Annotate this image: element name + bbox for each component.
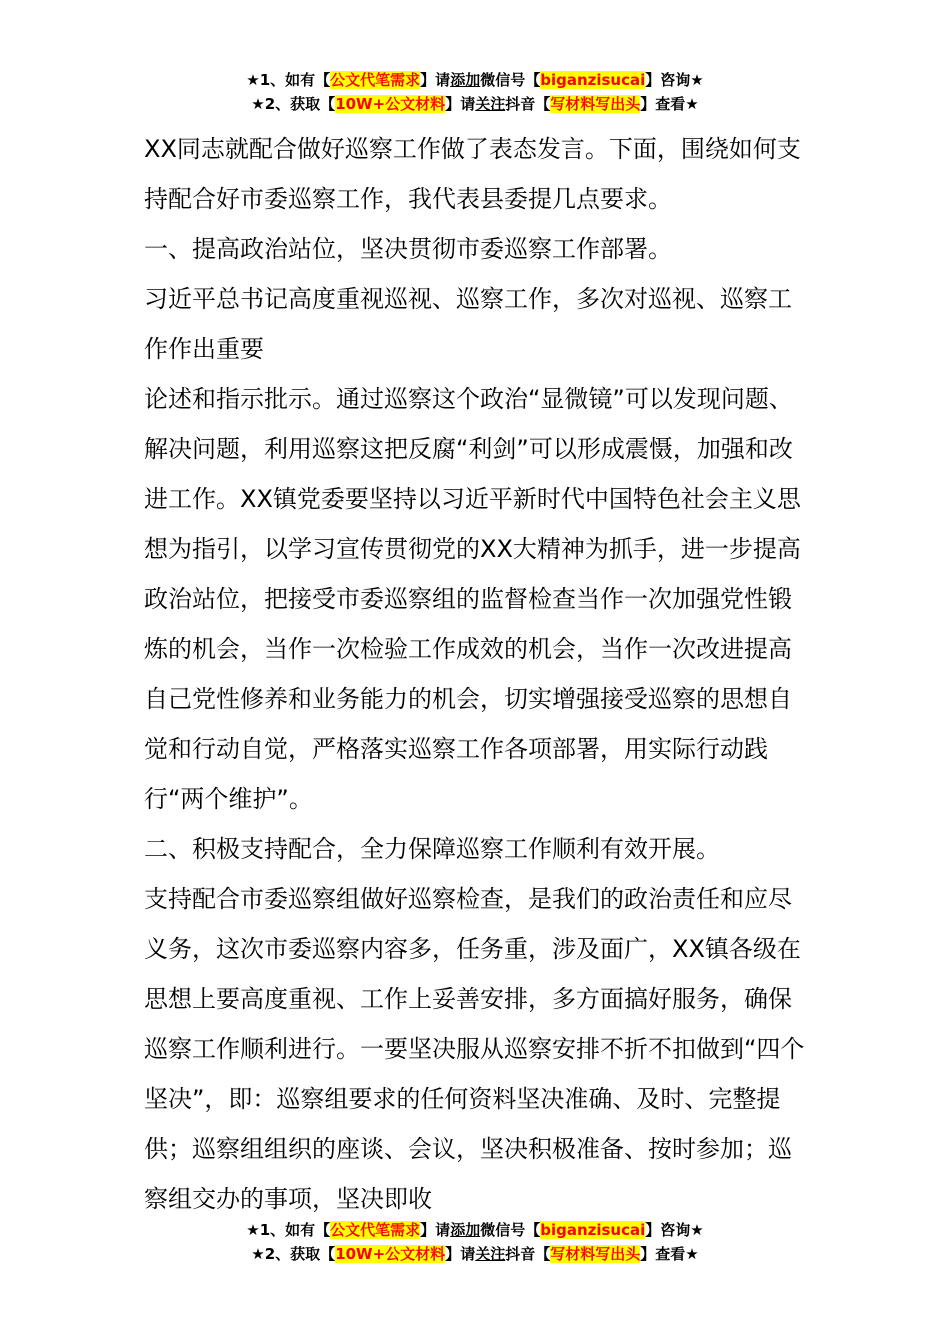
highlight-wechat-id: biganzisucai [540, 71, 646, 89]
highlight-service: 公文代笔需求 [330, 71, 421, 89]
paragraph-intro: XX同志就配合做好巡察工作做了表态发言。下面，围绕如何支持配合好市委巡察工作，我代表县委提几点要求。 [144, 135, 801, 213]
underline-follow: 关注 [475, 1245, 506, 1263]
footer-line-2: ★2、获取【10W+公文材料】请关注抖音【写材料写出头】查看★ [251, 1245, 699, 1263]
footer-line-1: ★1、如有【公文代笔需求】请添加微信号【biganzisucai】咨询★ [246, 1221, 704, 1239]
underline-add: 添加 [450, 71, 481, 89]
highlight-douyin: 写材料写出头 [550, 1245, 641, 1263]
header-line-2: ★2、获取【10W+公文材料】请关注抖音【写材料写出头】查看★ [251, 95, 699, 113]
section-heading-2: 二、积极支持配合，全力保障巡察工作顺利有效开展。 [144, 835, 720, 863]
section-heading-1: 一、提高政治站位，坚决贯彻市委巡察工作部署。 [144, 235, 672, 263]
highlight-service: 公文代笔需求 [330, 1221, 421, 1239]
footer-banner [0, 1218, 950, 1266]
highlight-materials: 10W+公文材料 [335, 1245, 446, 1263]
header-line-1: ★1、如有【公文代笔需求】请添加微信号【biganzisucai】咨询★ [246, 71, 704, 89]
paragraph-1a: 习近平总书记高度重视巡视、巡察工作，多次对巡视、巡察工作作出重要 [144, 285, 792, 363]
highlight-materials: 10W+公文材料 [335, 95, 446, 113]
underline-follow: 关注 [475, 95, 506, 113]
highlight-wechat-id: biganzisucai [540, 1221, 646, 1239]
highlight-douyin: 写材料写出头 [550, 95, 641, 113]
header-banner [0, 68, 950, 116]
underline-add: 添加 [450, 1221, 481, 1239]
paragraph-1b: 论述和指示批示。通过巡察这个政治“显微镜”可以发现问题、解决问题，利用巡察这把反腐“利剑”可以形成震慑，加强和改进工作。XX镇党委要坚持以习近平新时代中国特色社会主义思想为指引，以学习宣传贯彻党的XX大精神为抓手，进一步提高政治站位，把接受市委巡察组的监督检查当作一次加强党性锻炼的机会，当作一次检验工作成效的机会，当作一次改进提高自己党性修养和业务能力的机会，切实增强接受巡察的思想自觉和行动自觉，严格落实巡察工作各项部署，用实际行动践行“两个维护”。 [144, 385, 801, 813]
document-body [144, 124, 809, 1224]
paragraph-2: 支持配合市委巡察组做好巡察检查，是我们的政治责任和应尽义务，这次市委巡察内容多，任务重，涉及面广，XX镇各级在思想上要高度重视、工作上妥善安排，多方面搞好服务，确保巡察工作顺利进行。一要坚决服从巡察安排不折不扣做到“四个坚决”，即：巡察组要求的任何资料坚决准确、及时、完整提供；巡察组组织的座谈、会议，坚决积极准备、按时参加；巡察组交办的事项，坚决即收 [144, 885, 805, 1213]
